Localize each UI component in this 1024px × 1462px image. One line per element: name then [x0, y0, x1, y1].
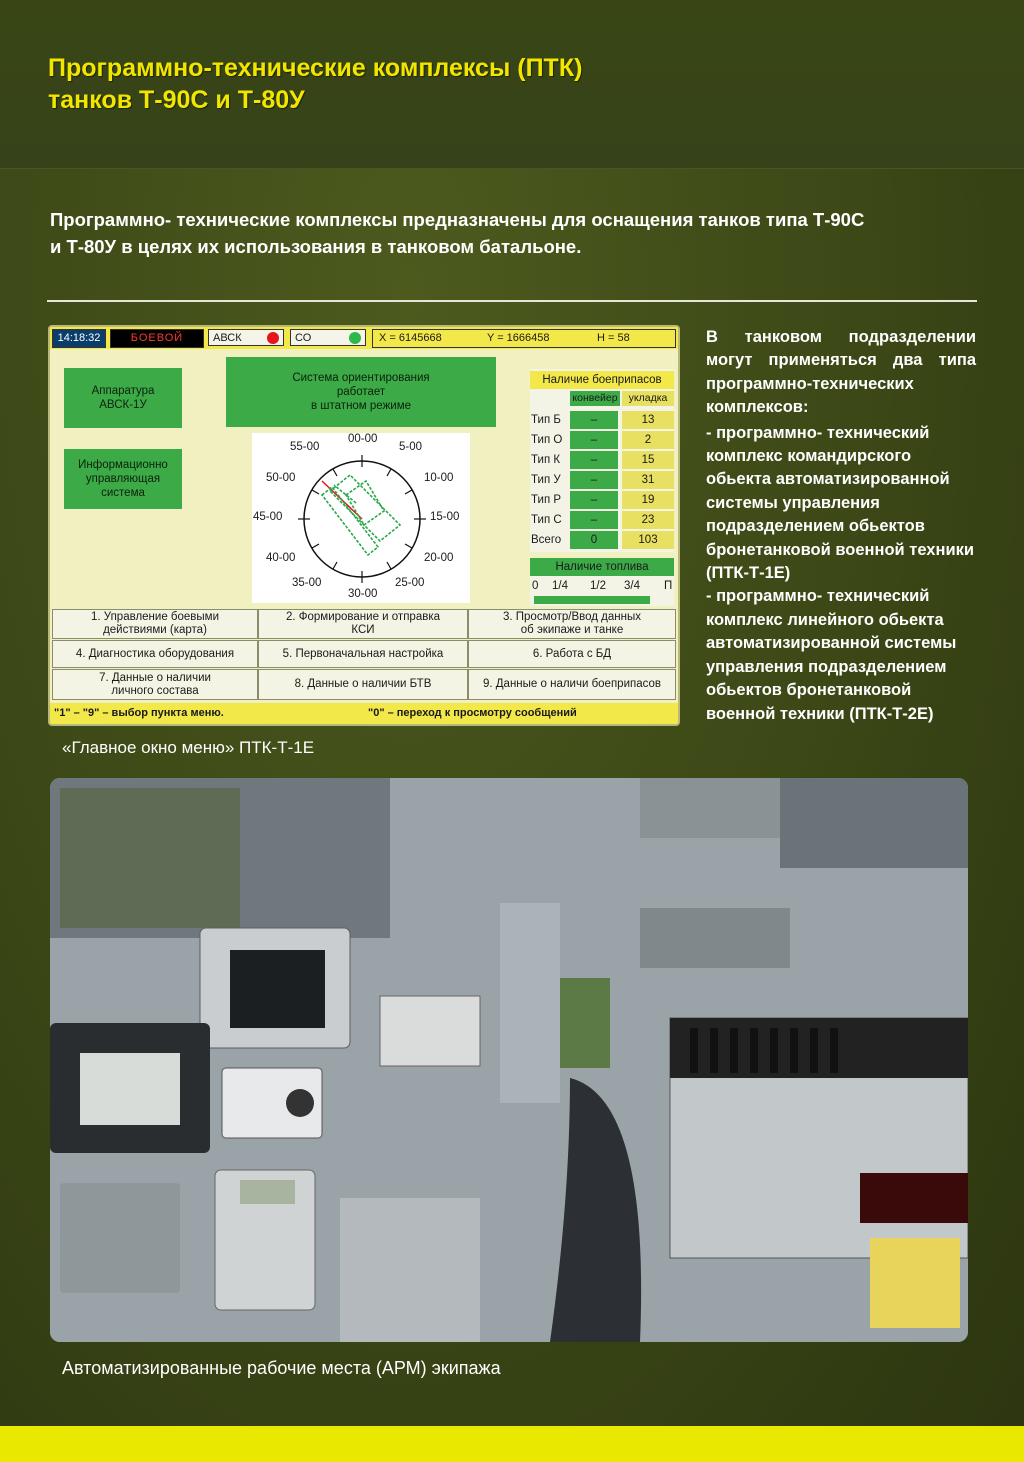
- orientation-line-1: Система ориентирования: [292, 372, 430, 384]
- menu-item-2-line-1: 2. Формирование и отправка: [285, 611, 441, 623]
- crew-workstation-photo: [50, 778, 968, 1342]
- ammo-stowage: 15: [622, 451, 674, 469]
- avsk-label: АВСК: [213, 332, 242, 344]
- ammo-conveyor: –: [570, 491, 618, 509]
- avsk-device-line-2: АВСК-1У: [99, 399, 147, 411]
- bottom-accent-band: [0, 1426, 1024, 1462]
- menu-item-3-line-2: об экипаже и танке: [520, 624, 624, 636]
- menu-item-6-label: 6. Работа с БД: [532, 647, 612, 660]
- avsk-device-box[interactable]: [64, 368, 182, 428]
- ammo-row-total: [530, 531, 674, 549]
- intro-line-2: и Т-80У в целях их использования в танковом батальоне.: [50, 236, 582, 257]
- ammo-conveyor: –: [570, 511, 618, 529]
- ammo-col-conveyor: конвейер: [570, 391, 620, 406]
- ammo-stowage: 31: [622, 471, 674, 489]
- menu-item-8-label: 8. Данные о наличии БТВ: [294, 678, 432, 690]
- compass-label-se: 20-00: [424, 552, 454, 564]
- compass-label-nw1: 50-00: [266, 472, 296, 484]
- compass-label-s1: 25-00: [395, 577, 425, 589]
- menu-item-7-line-2: личного состава: [111, 684, 199, 697]
- orientation-line-2: работает: [336, 386, 386, 398]
- fuel-scale-2: 1/2: [590, 580, 606, 592]
- coord-y: Y = 1666458: [487, 332, 550, 344]
- ammo-row: [530, 431, 674, 449]
- info-system-line-3: система: [101, 487, 145, 499]
- compass-label-sw: 35-00: [292, 577, 322, 589]
- menu-item-4[interactable]: [52, 640, 258, 668]
- menu-item-2-line-2: КСИ: [351, 624, 375, 636]
- menu-item-9[interactable]: [468, 669, 676, 700]
- side-item-2: - программно- технический комплекс линейного обьекта автоматизированной системы управления подразделением обьектов бронетанковой военной техники (ПТК-Т-2Е): [706, 587, 957, 723]
- coordinates-readout: [372, 329, 676, 348]
- side-lead: В танковом подразделении могут применяться два типа программно-технических комплексов:: [706, 328, 976, 417]
- ammo-row: [530, 471, 674, 489]
- fuel-level-bar: [534, 596, 650, 604]
- avsk-status: [208, 329, 284, 346]
- ammo-row: [530, 451, 674, 469]
- info-system-line-1: Информационно: [78, 459, 168, 471]
- co-status: [290, 329, 366, 346]
- ammo-type: Всего: [531, 531, 569, 549]
- menu-item-1-line-1: 1. Управление боевыми: [91, 611, 219, 623]
- fuel-scale-1: 1/4: [552, 580, 568, 592]
- divider: [47, 300, 977, 302]
- menu-item-4-label: 4. Диагностика оборудования: [75, 647, 235, 660]
- ammo-stowage: 2: [622, 431, 674, 449]
- tank-outline-icon: [322, 475, 400, 555]
- menu-item-5-label: 5. Первоначальная настройка: [282, 647, 444, 660]
- compass-label-e: 15-00: [430, 511, 460, 523]
- co-label: СО: [295, 332, 312, 344]
- fuel-scale-0: 0: [532, 580, 539, 592]
- compass-label-nw: 55-00: [290, 441, 320, 453]
- coord-x: X = 6145668: [379, 332, 442, 344]
- ammo-conveyor: –: [570, 411, 618, 429]
- ammo-stowage: 19: [622, 491, 674, 509]
- menu-item-9-label: 9. Данные о наличи боеприпасов: [482, 678, 662, 690]
- fuel-gauge: [530, 558, 674, 606]
- orientation-line-3: в штатном режиме: [310, 400, 411, 412]
- ammo-stowage: 23: [622, 511, 674, 529]
- ammo-row: [530, 491, 674, 509]
- ammo-row: [530, 511, 674, 529]
- coord-h: H = 58: [597, 332, 630, 344]
- ammo-stowage: 13: [622, 411, 674, 429]
- ammo-type: Тип Р: [531, 491, 569, 509]
- fuel-title: Наличие топлива: [530, 558, 674, 576]
- menu-item-8[interactable]: [258, 669, 468, 700]
- ammo-conveyor: –: [570, 471, 618, 489]
- menu-item-7[interactable]: [52, 669, 258, 700]
- orientation-system-box[interactable]: [226, 357, 496, 427]
- info-system-line-2: управляющая: [85, 473, 161, 485]
- status-bar: [50, 327, 678, 349]
- hint-right: "0" – переход к просмотру сообщений: [368, 707, 577, 719]
- ammo-type: Тип К: [531, 451, 569, 469]
- menu-item-7-line-1: 7. Данные о наличии: [99, 671, 211, 684]
- ammo-title: Наличие боеприпасов: [530, 371, 674, 389]
- side-item-1: - программно- технический комплекс командирского обьекта автоматизированной системы управления подразделением обьектов бронетанковой военной техники (ПТК-Т-1Е): [706, 423, 974, 583]
- menu-item-3[interactable]: [468, 609, 676, 639]
- avsk-device-line-1: Аппаратура: [91, 385, 155, 397]
- ammo-conveyor: –: [570, 451, 618, 469]
- fuel-scale-4: П: [664, 580, 673, 592]
- fuel-scale-3: 3/4: [624, 580, 640, 592]
- screen-caption: «Главное окно меню» ПТК-Т-1Е: [62, 738, 315, 757]
- compass-display: [252, 433, 470, 603]
- ammo-table: [530, 369, 674, 552]
- menu-item-6[interactable]: [468, 640, 676, 668]
- compass-label-w: 45-00: [253, 511, 283, 523]
- menu-item-1[interactable]: [52, 609, 258, 639]
- workstation-illustration: [50, 778, 968, 1342]
- red-indicator-icon: [267, 332, 279, 344]
- compass-label-ne: 5-00: [399, 441, 423, 453]
- hint-bar: [50, 703, 678, 724]
- intro-line-1: Программно- технические комплексы предназначены для оснащения танков типа Т-90С: [50, 209, 865, 230]
- menu-item-1-line-2: действиями (карта): [103, 624, 207, 636]
- hint-left: "1" – "9" – выбор пункта меню.: [54, 707, 224, 719]
- ammo-type: Тип С: [531, 511, 569, 529]
- clock: 14:18:32: [52, 329, 106, 348]
- ammo-row: [530, 411, 674, 429]
- compass-label-n: 00-00: [348, 433, 378, 445]
- ammo-conveyor: 0: [570, 531, 618, 549]
- intro-paragraph: [50, 206, 985, 260]
- ammo-type: Тип О: [531, 431, 569, 449]
- menu-item-3-line-1: 3. Просмотр/Ввод данных: [502, 611, 642, 623]
- menu-item-5[interactable]: [258, 640, 468, 668]
- compass-label-e1: 10-00: [424, 472, 454, 484]
- menu-item-2[interactable]: [258, 609, 468, 639]
- ammo-col-stowage: укладка: [622, 391, 674, 406]
- green-indicator-icon: [349, 332, 361, 344]
- compass-label-w1: 40-00: [266, 552, 296, 564]
- photo-caption: Автоматизированные рабочие места (АРМ) экипажа: [62, 1358, 501, 1378]
- ammo-type: Тип У: [531, 471, 569, 489]
- page-title-line-2: танков Т-90С и Т-80У: [48, 86, 305, 114]
- info-system-box[interactable]: [64, 449, 182, 509]
- main-menu-screen: [48, 325, 680, 726]
- ammo-stowage: 103: [622, 531, 674, 549]
- page-title-line-1: Программно-технические комплексы (ПТК): [48, 54, 583, 82]
- side-text: [706, 326, 976, 726]
- page-title: [48, 52, 948, 116]
- ammo-conveyor: –: [570, 431, 618, 449]
- compass-label-s: 30-00: [348, 588, 378, 600]
- ammo-type: Тип Б: [531, 411, 569, 429]
- mode-indicator: БОЕВОЙ: [110, 329, 204, 348]
